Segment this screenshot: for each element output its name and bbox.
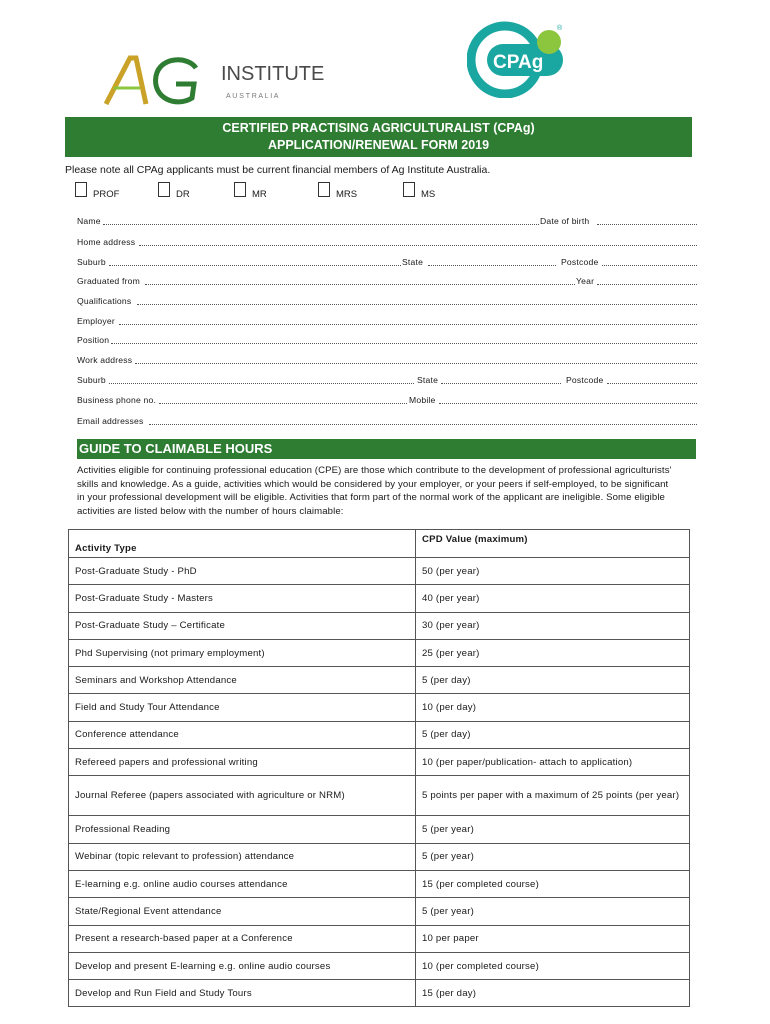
cpd-value-cell: 15 (per day) <box>416 980 690 1007</box>
graduated-from-field[interactable] <box>145 284 575 285</box>
table-row <box>69 694 690 721</box>
title-option-label: MRS <box>336 189 358 200</box>
title-option-label: PROF <box>93 189 120 200</box>
logo-subword: A U S T R A L I A <box>226 93 279 100</box>
work-address-row <box>77 355 697 367</box>
state-field[interactable] <box>428 265 556 266</box>
table-row <box>69 898 690 925</box>
cpd-value-cell: 5 (per day) <box>416 721 690 748</box>
activity-cell: Develop and present E-learning e.g. online audio courses <box>69 952 416 979</box>
work-address-label: Work address <box>77 355 133 365</box>
cpd-value-cell: 5 (per year) <box>416 816 690 843</box>
employer-row <box>77 316 697 328</box>
position-field[interactable] <box>111 343 697 344</box>
table-row <box>69 952 690 979</box>
guide-heading: GUIDE TO CLAIMABLE HOURS <box>77 439 696 459</box>
dob-field[interactable] <box>597 224 697 225</box>
activity-cell: Post-Graduate Study – Certificate <box>69 612 416 639</box>
cpd-table <box>68 529 690 1007</box>
activity-type-header: Activity Type <box>69 530 416 558</box>
activity-cell: Develop and Run Field and Study Tours <box>69 980 416 1007</box>
employer-field[interactable] <box>119 324 697 325</box>
state-label: State <box>402 257 424 267</box>
form-title-banner <box>65 117 692 157</box>
table-row <box>69 558 690 585</box>
activity-cell: E-learning e.g. online audio courses attendance <box>69 870 416 897</box>
membership-notice: Please note all CPAg applicants must be current financial members of Ag Institute Australia. <box>65 164 491 176</box>
logo-word: INSTITUTE <box>221 63 325 85</box>
home-address-row <box>77 237 697 249</box>
table-row <box>69 870 690 897</box>
qualifications-field[interactable] <box>137 304 697 305</box>
phone-row <box>77 395 697 407</box>
activity-cell: State/Regional Event attendance <box>69 898 416 925</box>
employer-label: Employer <box>77 316 115 326</box>
guide-body: Activities eligible for continuing professional education (CPE) are those which contribute to the development of professional agriculturists' skills and knowledge. As a guide, activities which would be considered by your employer, or your peers if self-employed, to be significant in your professional development will be eligible. Activities that form part of the normal work of the applicant are ineligible. Some eligible activities are listed below with the number of hours claimable: <box>77 465 672 517</box>
year-label: Year <box>576 276 595 286</box>
position-label: Position <box>77 335 110 345</box>
title-option-label: MS <box>421 189 436 200</box>
table-row <box>69 721 690 748</box>
cpd-value-header: CPD Value (maximum) <box>416 530 690 558</box>
cpd-value-cell: 10 (per day) <box>416 694 690 721</box>
table-row <box>69 980 690 1007</box>
cpag-text: CPAg <box>493 52 544 73</box>
table-row <box>69 925 690 952</box>
cpd-value-cell: 5 (per day) <box>416 667 690 694</box>
postcode-field[interactable] <box>602 265 697 266</box>
checkbox[interactable] <box>158 182 170 197</box>
table-row <box>69 612 690 639</box>
table-row <box>69 843 690 870</box>
cpd-value-cell: 5 (per year) <box>416 843 690 870</box>
checkbox[interactable] <box>75 182 87 197</box>
cpd-value-cell: 10 (per completed course) <box>416 952 690 979</box>
activity-cell: Present a research-based paper at a Conference <box>69 925 416 952</box>
svg-text:®: ® <box>557 25 563 32</box>
checkbox[interactable] <box>403 182 415 197</box>
name-row <box>77 216 697 228</box>
cpd-value-cell: 30 (per year) <box>416 612 690 639</box>
work-address-field[interactable] <box>135 363 697 364</box>
table-row <box>69 776 690 816</box>
business-phone-field[interactable] <box>159 403 407 404</box>
cpd-value-cell: 10 (per paper/publication- attach to application) <box>416 749 690 776</box>
mobile-label: Mobile <box>409 395 436 405</box>
form-title-line1: CERTIFIED PRACTISING AGRICULTURALIST (CPAg) <box>222 121 535 135</box>
cpd-value-cell: 5 (per year) <box>416 898 690 925</box>
work-state-label: State <box>417 375 439 385</box>
table-row <box>69 816 690 843</box>
table-row <box>69 749 690 776</box>
postcode-label: Postcode <box>561 257 599 267</box>
activity-cell: Seminars and Workshop Attendance <box>69 667 416 694</box>
work-state-field[interactable] <box>441 383 561 384</box>
name-field[interactable] <box>103 224 539 225</box>
work-postcode-field[interactable] <box>607 383 697 384</box>
table-row <box>69 639 690 666</box>
activity-cell: Webinar (topic relevant to profession) attendance <box>69 843 416 870</box>
home-suburb-row <box>77 257 697 269</box>
activity-cell: Journal Referee (papers associated with agriculture or NRM) <box>69 776 416 816</box>
activity-cell: Conference attendance <box>69 721 416 748</box>
email-field[interactable] <box>149 424 697 425</box>
cpd-value-cell: 5 points per paper with a maximum of 25 points (per year) <box>416 776 690 816</box>
suburb-field[interactable] <box>109 265 401 266</box>
cpag-logo <box>467 20 565 98</box>
activity-cell: Phd Supervising (not primary employment) <box>69 639 416 666</box>
mobile-field[interactable] <box>439 403 697 404</box>
home-address-field[interactable] <box>139 245 697 246</box>
ag-institute-logo <box>96 52 346 110</box>
work-suburb-label: Suburb <box>77 375 106 385</box>
graduated-from-label: Graduated from <box>77 276 140 286</box>
cpd-value-cell: 25 (per year) <box>416 639 690 666</box>
cpd-value-cell: 15 (per completed course) <box>416 870 690 897</box>
cpd-value-cell: 10 per paper <box>416 925 690 952</box>
title-option-label: DR <box>176 189 190 200</box>
dob-label: Date of birth <box>540 216 590 226</box>
activity-cell: Refereed papers and professional writing <box>69 749 416 776</box>
table-row <box>69 585 690 612</box>
work-suburb-row <box>77 375 697 387</box>
name-label: Name <box>77 216 101 226</box>
cpd-value-cell: 40 (per year) <box>416 585 690 612</box>
qualifications-row <box>77 296 697 308</box>
activity-cell: Post-Graduate Study - PhD <box>69 558 416 585</box>
activity-cell: Post-Graduate Study - Masters <box>69 585 416 612</box>
home-address-label: Home address <box>77 237 136 247</box>
position-row <box>77 335 697 347</box>
business-phone-label: Business phone no. <box>77 395 157 405</box>
activity-cell: Field and Study Tour Attendance <box>69 694 416 721</box>
graduated-row <box>77 276 697 288</box>
email-label: Email addresses <box>77 416 144 426</box>
work-suburb-field[interactable] <box>109 383 414 384</box>
table-header-row <box>69 530 690 558</box>
cpd-value-cell: 50 (per year) <box>416 558 690 585</box>
checkbox[interactable] <box>234 182 246 197</box>
suburb-label: Suburb <box>77 257 106 267</box>
title-option-label: MR <box>252 189 267 200</box>
year-field[interactable] <box>597 284 697 285</box>
table-row <box>69 667 690 694</box>
checkbox[interactable] <box>318 182 330 197</box>
activity-cell: Professional Reading <box>69 816 416 843</box>
email-row <box>77 416 697 428</box>
form-title-line2: APPLICATION/RENEWAL FORM 2019 <box>267 138 490 152</box>
work-postcode-label: Postcode <box>566 375 604 385</box>
qualifications-label: Qualifications <box>77 296 132 306</box>
